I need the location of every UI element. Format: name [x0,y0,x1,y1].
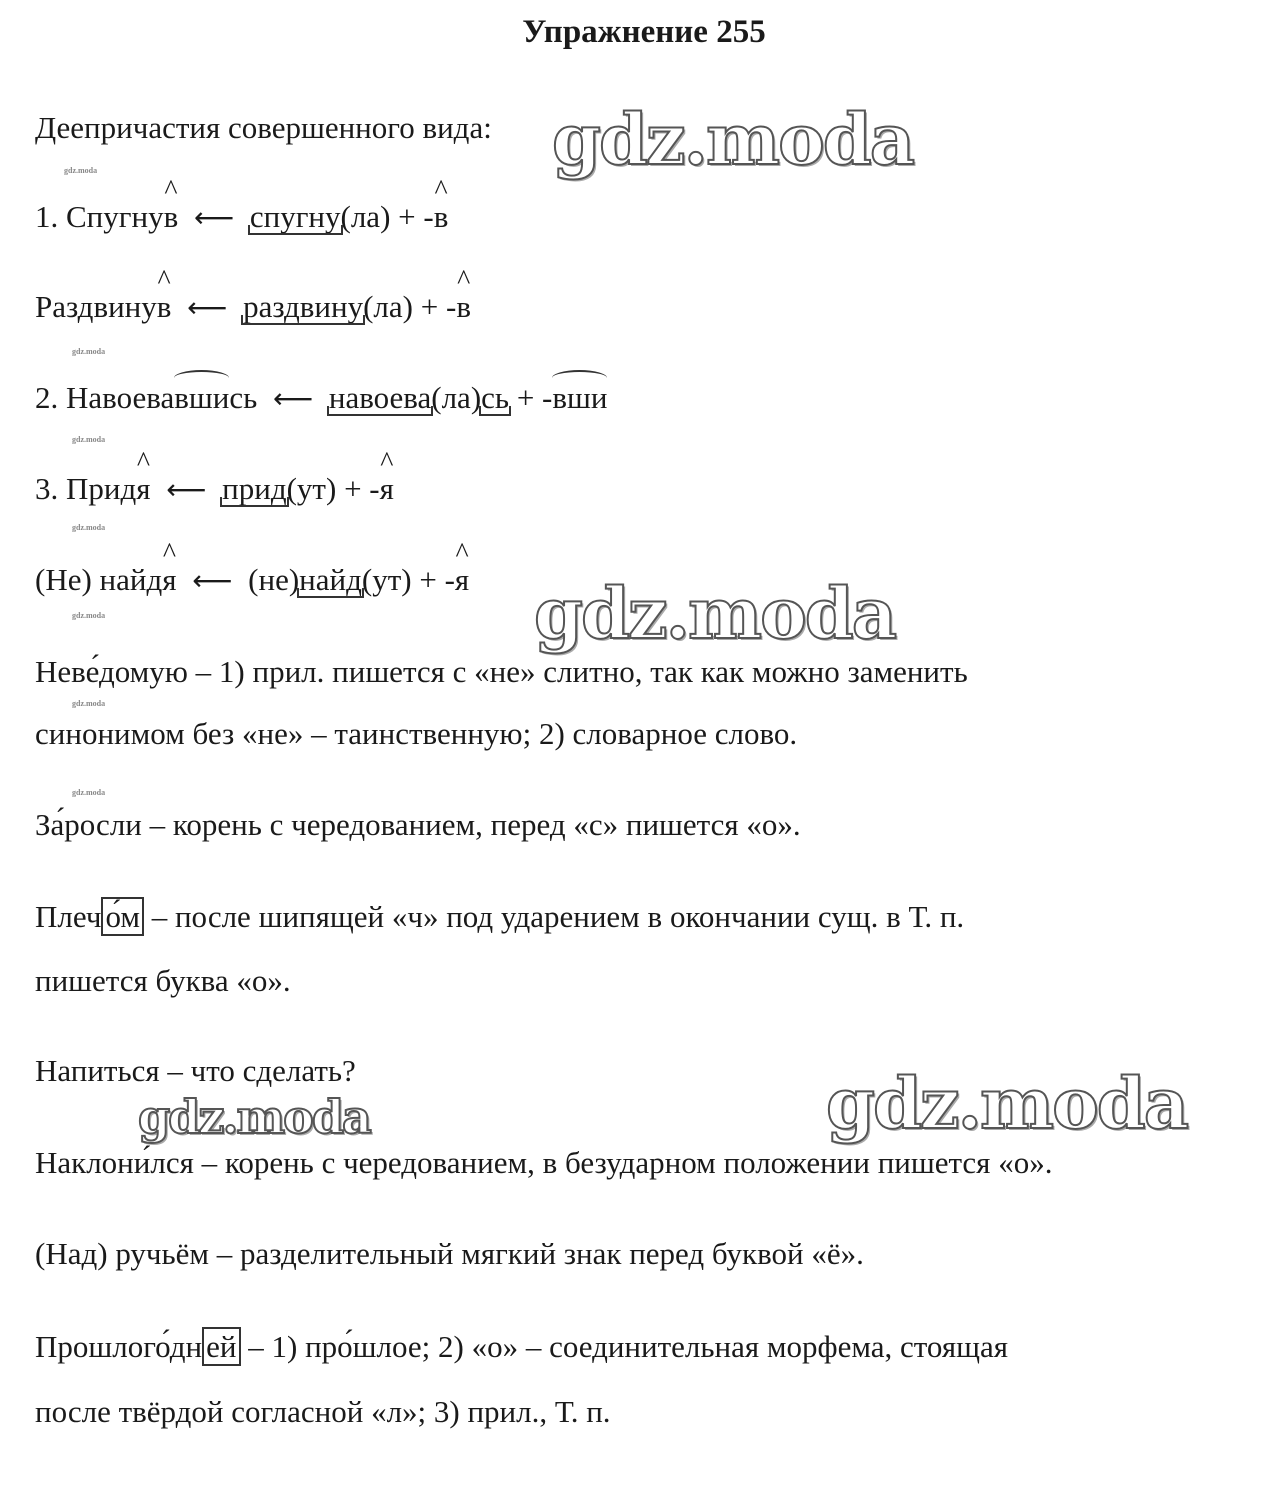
line-5-plus: + [419,562,437,597]
small-mark-6: gdz.moda [72,699,106,708]
paragraph-1-line-1: Неве́домую – 1) прил. пишется с «не» слитно, так как можно заменить [35,654,968,689]
line-3-num: 2. [35,380,59,415]
paragraph-3-word-ending: о́м [101,897,144,936]
line-4-plus: + [344,471,362,506]
line-5-stem: найд [299,560,362,600]
paragraph-6: (Над) ручьём – разделительный мягкий знак перед буквой «ё». [35,1236,864,1271]
line-2 [35,287,471,328]
paragraph-3-line-1 [35,897,964,937]
small-mark-5: gdz.moda [72,611,106,620]
line-1-stem: спугну [250,197,341,237]
paragraph-7-line-1 [35,1327,1008,1367]
line-1-arrow: ⟵ [193,201,235,234]
line-5-word: (Не) найд^ я [35,562,177,597]
small-mark-4: gdz.moda [72,523,106,532]
paragraph-4: Напиться – что сделать? [35,1053,356,1088]
paragraph-3-text: – после шипящей «ч» под ударением в окончании сущ. в Т. п. [151,899,965,934]
line-3-plus: + [516,380,535,415]
line-4-num: 3. [35,471,59,506]
line-1-ending: -^ в [423,199,448,234]
paragraph-7-word-stem: Прошлого́дн [35,1329,203,1364]
exercise-title: Упражнение 255 [522,14,766,50]
line-3-ending: -вши [542,380,607,415]
line-2-plus: + [420,289,439,324]
paragraph-2: За́росли – корень с чередованием, перед «с» пишется «о». [35,807,801,842]
line-2-ending: -^ в [446,289,471,324]
line-3-word: Навоевавшись [66,380,257,415]
heading: Деепричастия совершенного вида: [35,110,492,145]
line-5-suffix: (ут) [361,562,412,597]
line-4-word: Прид^ я [66,471,151,506]
line-2-word: Раздвину^ в [35,289,171,324]
paragraph-7-word-ending: ей [202,1327,240,1366]
small-mark-2: gdz.moda [72,347,106,356]
line-1-suffix: (ла) [340,199,391,234]
small-mark-1: gdz.moda [64,166,98,175]
line-2-arrow: ⟵ [187,291,228,324]
watermark-2: gdz.moda [534,572,896,655]
line-3 [35,378,607,419]
line-1-num: 1. [35,199,59,234]
watermark-3: gdz.moda [138,1090,370,1144]
paragraph-3-line-2: пишется буква «о». [35,963,291,998]
small-mark-3: gdz.moda [72,435,106,444]
line-3-stem: навоева [329,378,431,418]
paragraph-5: Наклони́лся – корень с чередованием, в безударном положении пишется «о». [35,1145,1053,1180]
line-3-tail: сь [481,378,509,418]
line-1 [35,197,448,238]
line-1-plus: + [398,199,416,234]
line-4-stem: прид [222,469,286,509]
paragraph-7-line-2: после твёрдой согласной «л»; 3) прил., Т. п. [35,1394,611,1429]
line-4-ending: -^ я [369,471,394,506]
line-1-word: Спугну^ в [66,199,178,234]
line-4 [35,469,394,510]
paragraph-1-line-2: синонимом без «не» – таинственную; 2) словарное слово. [35,716,798,751]
paragraph-3-word-stem: Плеч [35,899,102,934]
line-2-suffix: (ла) [363,289,413,324]
watermark-4: gdz.moda [826,1062,1188,1145]
watermark-1: gdz.moda [552,98,914,181]
line-2-stem: раздвину [243,287,363,327]
line-5-prefix: (не) [248,562,300,597]
line-4-suffix: (ут) [286,471,337,506]
line-3-arrow: ⟵ [272,382,314,415]
line-5-arrow: ⟵ [192,564,233,597]
line-3-suffix: (ла) [431,380,482,415]
line-4-arrow: ⟵ [166,473,207,506]
small-mark-7: gdz.moda [72,788,106,797]
paragraph-7-text: – 1) про́шлое; 2) «о» – соединительная морфема, стоящая [248,1329,1008,1364]
line-5 [35,560,469,601]
line-5-ending: -^ я [445,562,470,597]
